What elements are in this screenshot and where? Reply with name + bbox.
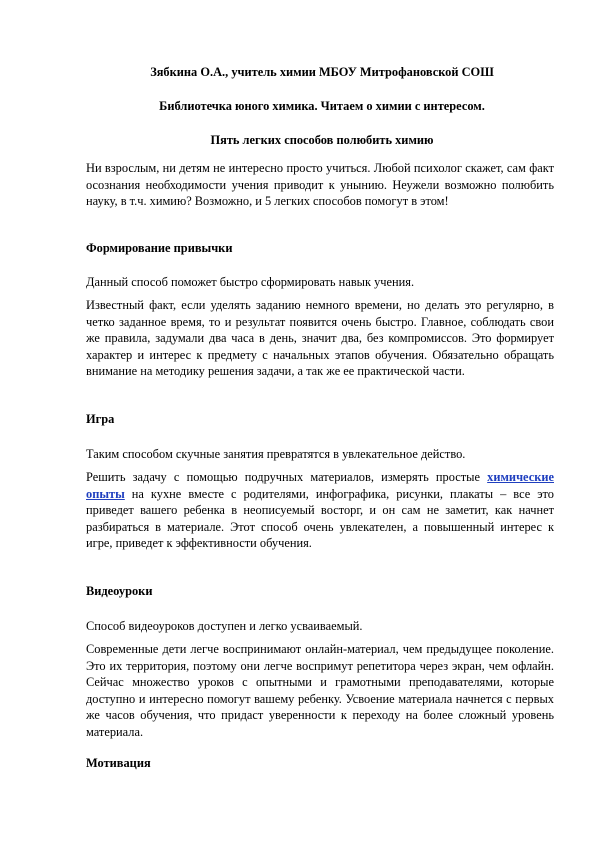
series-line: Библиотечка юного химика. Читаем о химии с интересом. bbox=[159, 99, 485, 113]
section-heading-habit: Формирование привычки bbox=[86, 241, 233, 255]
author-line: Зябкина О.А., учитель химии МБОУ Митрофановской СОШ bbox=[150, 65, 494, 79]
game-body-after-link: на кухне вместе с родителями, инфографика, рисунки, плакаты – все это приведет вашего ребенка в неописуемый восторг, и он сам не заметит, как начнет разбираться в материале. Этот способ очень увлекателен, а повышенный интерес к игре, приведет к эффективности обучения. bbox=[86, 486, 554, 550]
intro-paragraph: Ни взрослым, ни детям не интересно просто учиться. Любой психолог скажет, сам факт осознания необходимости учения приводит к унынию. Неужели возможно полюбить науку, в т.ч. химию? Возможно, и 5 легких способов помогут в этом! bbox=[86, 161, 554, 208]
section-lead-game: Таким способом скучные занятия превратятся в увлекательное действо. bbox=[86, 447, 466, 461]
section-heading-game: Игра bbox=[86, 412, 115, 426]
document-title: Пять легких способов полюбить химию bbox=[210, 133, 434, 147]
section-heading-motivation: Мотивация bbox=[86, 756, 151, 770]
section-lead-video: Способ видеоуроков доступен и легко усваиваемый. bbox=[86, 619, 363, 633]
section-body-game bbox=[86, 469, 554, 552]
section-body-habit: Известный факт, если уделять заданию немного времени, но делать это регулярно, в четко заданное время, то и результат появится очень быстро. Главное, соблюдать свои же правила, задумали два часа в день, значит два, без компромиссов. Это формирует характер и интерес к предмету с начальных этапов обучения. Обязательно обращать внимание на методику решения задачи, а так же ее практической части. bbox=[86, 298, 554, 378]
section-lead-habit: Данный способ поможет быстро сформировать навык учения. bbox=[86, 275, 415, 289]
game-body-before-link: Решить задачу с помощью подручных материалов, измерять простые bbox=[86, 470, 488, 484]
chemical-experiments-link[interactable]: химические опыты bbox=[86, 470, 554, 501]
section-heading-video: Видеоуроки bbox=[86, 584, 153, 598]
section-body-video: Современные дети легче воспринимают онлайн-материал, чем предыдущее поколение. Это их территория, поэтому они легче воспримут репетитора через экран, чем офлайн. Сейчас множество уроков с опытными и грамотными преподавателями, которые доступно и интересно помогут вашему ребенку. Усвоение материала начнется с первых же часов обучения, что придаст уверенности к переходу на более сложный уровень материала. bbox=[86, 642, 554, 739]
